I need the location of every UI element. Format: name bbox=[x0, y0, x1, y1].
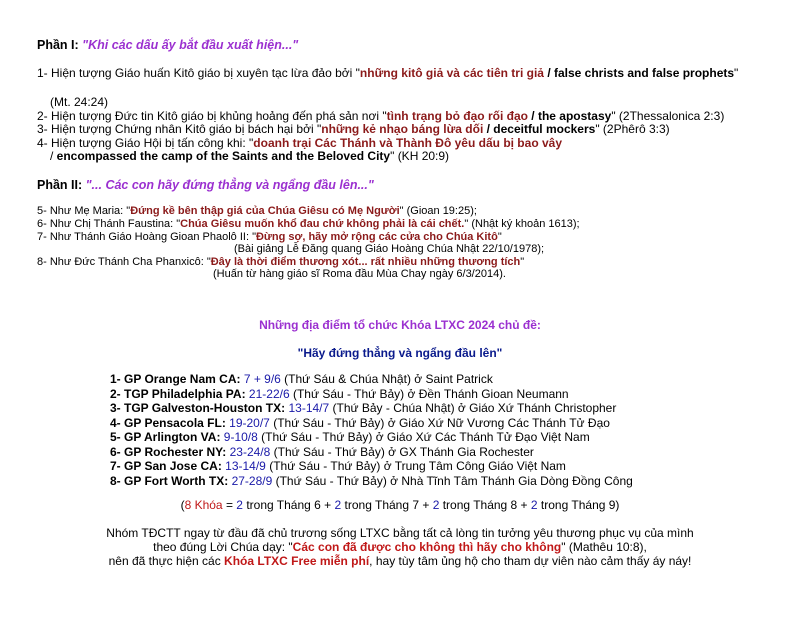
item4-end: " (KH 20:9) bbox=[390, 149, 450, 163]
item1-emph: những kitô giả và các tiên tri giả bbox=[359, 66, 544, 80]
item3-end: " (2Phêrô 3:3) bbox=[595, 122, 670, 136]
location-name: 1- GP Orange Nam CA: bbox=[110, 372, 244, 386]
part1-label: Phần I: bbox=[37, 38, 83, 52]
summary-june-count: 2 bbox=[236, 498, 243, 512]
item6-prefix: 6- Như Chị Thánh Faustina: " bbox=[37, 218, 181, 230]
location-item bbox=[110, 416, 610, 430]
location-detail: (Thứ Sáu - Thứ Bảy) ở Đền Thánh Gioan Neumann bbox=[289, 386, 569, 401]
item5-end: " (Gioan 19:25); bbox=[399, 205, 477, 217]
summary-september-count: 2 bbox=[530, 498, 538, 512]
part1-item-2 bbox=[37, 109, 724, 123]
part2-label: Phần II: bbox=[37, 178, 86, 192]
location-name: 7- GP San Jose CA: bbox=[110, 459, 226, 473]
item5-prefix: 5- Như Mẹ Maria: " bbox=[37, 205, 131, 217]
location-detail: (Thứ Sáu - Thứ Bảy) ở Nhà Tĩnh Tâm Thánh Gia Dòng Đồng Công bbox=[272, 473, 633, 488]
closing-2-end: " (Mathêu 10:8), bbox=[561, 540, 647, 554]
part2-item-7-ref: (Bài giảng Lễ Đăng quang Giáo Hoàng Chúa Nhật 22/10/1978); bbox=[234, 243, 545, 255]
part2-item-8-ref: (Huấn từ hàng giáo sĩ Roma đầu Mùa Chay ngày 6/3/2014). bbox=[213, 268, 506, 280]
location-detail: (Thứ Sáu - Thứ Bảy) ở GX Thánh Gia Rochester bbox=[270, 444, 534, 459]
location-name: 3- TGP Galveston-Houston TX: bbox=[110, 401, 289, 415]
location-item bbox=[110, 445, 534, 459]
summary-june: trong Tháng 6 + bbox=[242, 498, 335, 512]
location-name: 6- GP Rochester NY: bbox=[110, 444, 230, 459]
location-detail: (Thứ Sáu - Thứ Bảy) ở Giáo Xứ Các Thánh Tử Đạo Việt Nam bbox=[257, 430, 590, 444]
item8-prefix: 8- Như Đức Thánh Cha Phanxicô: " bbox=[37, 256, 211, 268]
item1-prefix: 1- Hiện tượng Giáo huấn Kitô giáo bị xuyên tạc lừa đảo bởi " bbox=[37, 66, 360, 80]
location-date: 9-10/8 bbox=[223, 430, 258, 444]
item5-emph: Đứng kề bên thập giá của Chúa Giêsu có Mẹ Người bbox=[130, 205, 400, 217]
item8-end: " bbox=[520, 256, 525, 268]
location-detail: (Thứ Sáu - Thứ Bảy) ở Trung Tâm Công Giáo Việt Nam bbox=[265, 459, 566, 473]
locations-theme: "Hãy đứng thẳng và ngẩng đầu lên" bbox=[297, 346, 503, 360]
location-detail: (Thứ Bảy - Chúa Nhật) ở Giáo Xứ Thánh Christopher bbox=[329, 401, 617, 415]
item3-english: / deceitful mockers bbox=[483, 122, 596, 136]
part1-item-3 bbox=[37, 122, 670, 136]
location-name: 4- GP Pensacola FL: bbox=[110, 415, 230, 430]
part1-item-1 bbox=[37, 66, 738, 80]
item4-emph: doanh trại Các Thánh và Thành Đô yêu dấu bị bao vây bbox=[253, 136, 562, 150]
part2-title: "... Các con hãy đứng thẳng và ngẩng đầu lên..." bbox=[85, 178, 374, 192]
location-detail: (Thứ Sáu - Thứ Bảy) ở Giáo Xứ Nữ Vương Các Thánh Tử Đạo bbox=[269, 415, 610, 430]
closing-3-end: , hay tùy tâm ủng hộ cho tham dự viên nào cảm thấy áy náy! bbox=[369, 554, 692, 568]
location-detail: (Thứ Sáu & Chúa Nhật) ở Saint Patrick bbox=[280, 372, 493, 386]
item7-emph: Đừng sợ, hãy mở rộng các cửa cho Chúa Kitô bbox=[255, 231, 498, 243]
part2-item-5 bbox=[37, 205, 477, 218]
location-date: 23-24/8 bbox=[229, 444, 271, 459]
location-item bbox=[110, 401, 616, 415]
item2-english: / the apostasy bbox=[527, 109, 612, 123]
closing-line-2 bbox=[0, 540, 800, 554]
item3-emph: những kẻ nhạo báng lừa dối bbox=[321, 122, 484, 136]
summary-line bbox=[0, 498, 800, 512]
summary-august-count: 2 bbox=[432, 498, 440, 512]
part1-item-4 bbox=[37, 136, 562, 150]
part1-title: "Khi các dấu ấy bắt đầu xuất hiện..." bbox=[82, 38, 299, 52]
closing-3-prefix: nên đã thực hiện các bbox=[108, 554, 225, 568]
location-item bbox=[110, 474, 633, 488]
closing-line-1: Nhóm TĐCTT ngay từ đầu đã chủ trương sống LTXC bằng tất cả lòng tin tưởng yêu thương phục vụ của mình bbox=[106, 526, 694, 540]
item2-end: " (2Thessalonica 2:3) bbox=[611, 109, 725, 123]
summary-august: trong Tháng 8 + bbox=[439, 498, 531, 512]
location-name: 2- TGP Philadelphia PA: bbox=[110, 386, 249, 401]
locations-heading: Những địa điểm tổ chức Khóa LTXC 2024 chủ đề: bbox=[259, 318, 541, 332]
closing-3-emph: Khóa LTXC Free miễn phí bbox=[224, 554, 370, 568]
item3-prefix: 3- Hiện tượng Chứng nhân Kitô giáo bị bách hại bởi " bbox=[37, 122, 322, 136]
location-date: 7 + 9/6 bbox=[243, 372, 281, 386]
location-date: 19-20/7 bbox=[229, 415, 270, 430]
closing-2-prefix: theo đúng Lời Chúa dạy: " bbox=[153, 540, 293, 554]
closing-2-emph: Các con đã được cho không thì hãy cho không bbox=[292, 540, 562, 554]
item7-prefix: 7- Như Thánh Giáo Hoàng Gioan Phaolô II: " bbox=[37, 231, 256, 243]
location-name: 8- GP Fort Worth TX: bbox=[110, 473, 232, 488]
part1-item-1-ref: (Mt. 24:24) bbox=[50, 95, 109, 109]
item2-emph: tình trạng bỏ đạo rối đạo bbox=[386, 109, 528, 123]
item1-end: " bbox=[734, 66, 739, 80]
location-date: 27-28/9 bbox=[231, 473, 273, 488]
summary-july-count: 2 bbox=[334, 498, 342, 512]
item6-end: " (Nhật ký khoản 1613); bbox=[464, 218, 580, 230]
location-name: 5- GP Arlington VA: bbox=[110, 430, 224, 444]
location-item bbox=[110, 430, 590, 444]
part2-item-6 bbox=[37, 218, 580, 231]
location-item bbox=[110, 387, 569, 401]
item4-english: encompassed the camp of the Saints and the Beloved City bbox=[56, 149, 391, 163]
part2-heading bbox=[37, 178, 374, 192]
item4-slash: / bbox=[50, 149, 57, 163]
summary-open: ( bbox=[180, 498, 185, 512]
location-item bbox=[110, 372, 493, 386]
location-date: 13-14/7 bbox=[288, 401, 330, 415]
location-date: 13-14/9 bbox=[225, 459, 266, 473]
summary-september: trong Tháng 9) bbox=[537, 498, 620, 512]
item6-emph: Chúa Giêsu muốn khổ đau chứ không phải là cái chết. bbox=[180, 218, 465, 230]
summary-eq: = bbox=[222, 498, 237, 512]
closing-line-3 bbox=[0, 554, 800, 568]
location-item bbox=[110, 459, 566, 473]
summary-total: 8 Khóa bbox=[184, 498, 223, 512]
location-date: 21-22/6 bbox=[248, 386, 290, 401]
item4-prefix: 4- Hiện tượng Giáo Hội bị tấn công khi: " bbox=[37, 136, 254, 150]
part1-heading bbox=[37, 38, 298, 52]
summary-july: trong Tháng 7 + bbox=[341, 498, 433, 512]
item2-prefix: 2- Hiện tượng Đức tin Kitô giáo bị khủng hoảng đến phá sản nơi " bbox=[37, 109, 387, 123]
item1-english: / false christs and false prophets bbox=[543, 66, 735, 80]
item7-end: " bbox=[497, 231, 502, 243]
item8-emph: Đây là thời điểm thương xót... rất nhiều những thương tích bbox=[210, 256, 521, 268]
part1-item-4-line2 bbox=[50, 149, 449, 163]
